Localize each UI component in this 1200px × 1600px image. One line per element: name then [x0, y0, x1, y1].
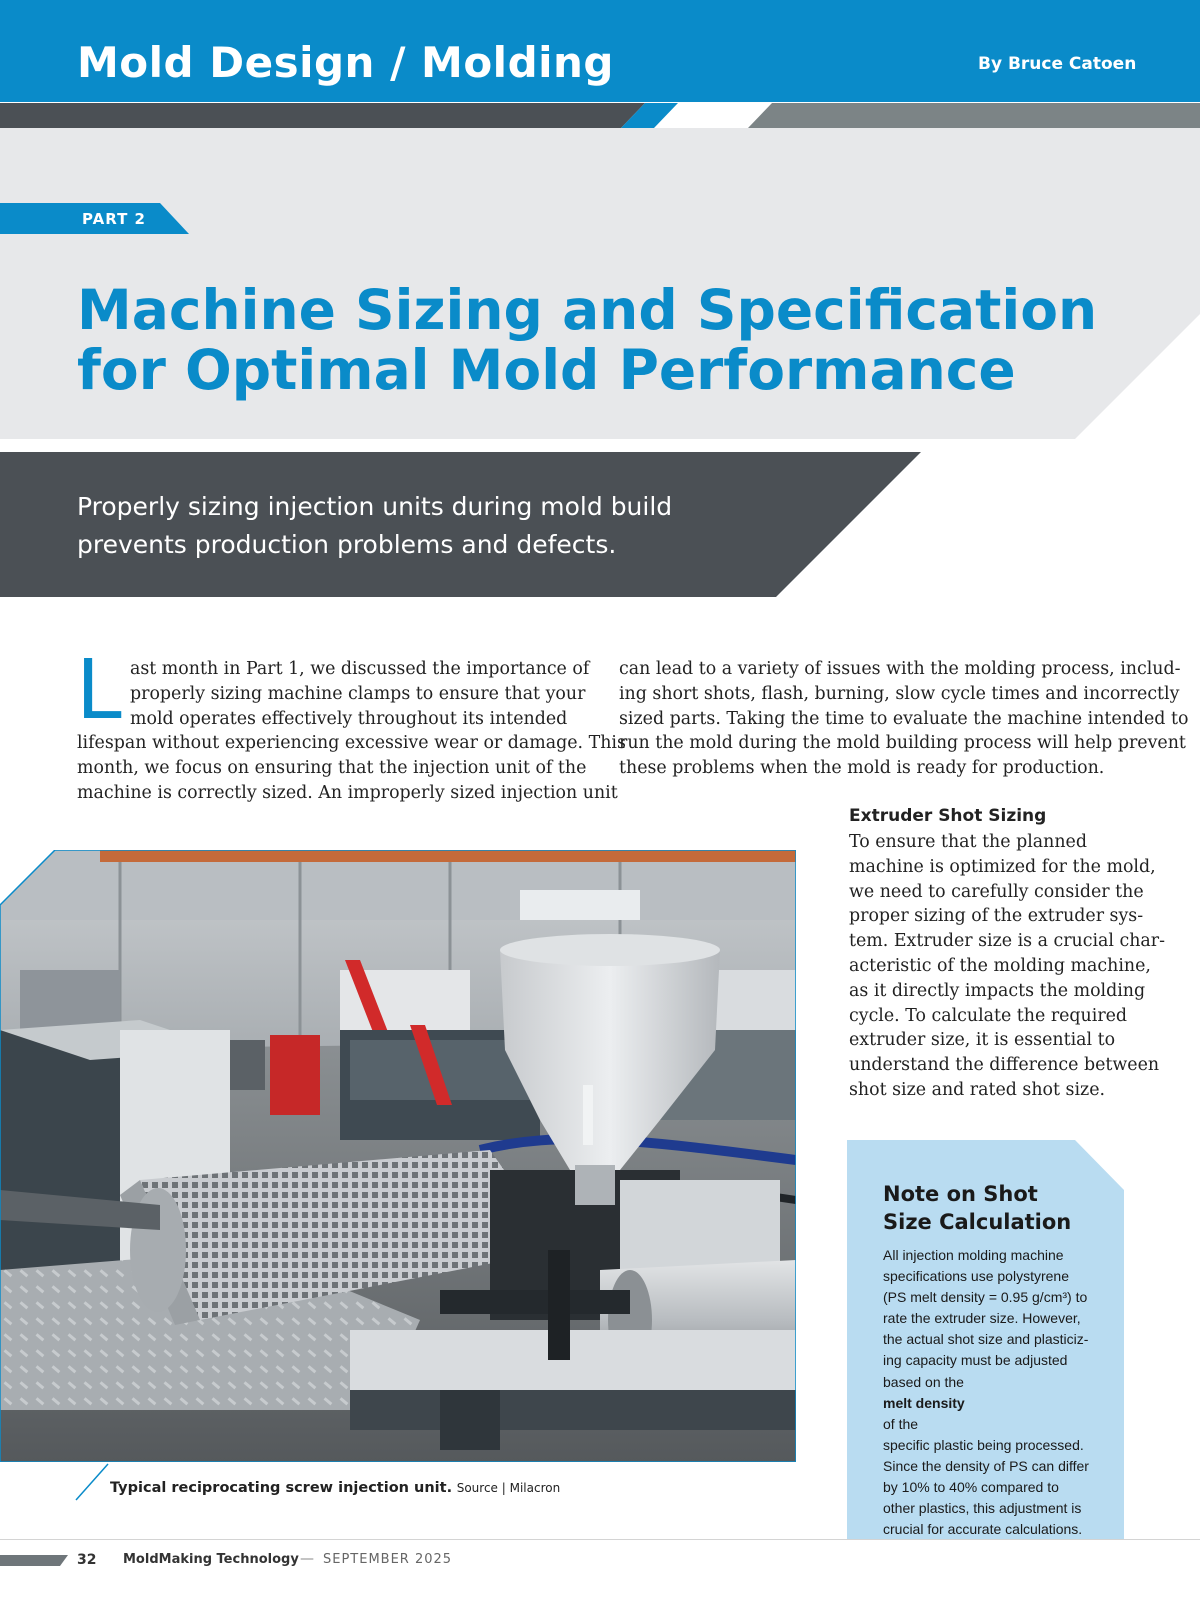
body-line: proper sizing of the extruder sys- — [849, 906, 1144, 927]
footer-separator: — — [300, 1551, 314, 1567]
body-line: machine is optimized for the mold, — [849, 856, 1156, 877]
section-title: Mold Design / Molding — [77, 38, 614, 87]
section-subhead: Extruder Shot Sizing — [849, 806, 1047, 826]
body-line: To ensure that the planned — [849, 832, 1087, 852]
body-line: ing short shots, flash, burning, slow cycle times and incorrectly — [619, 683, 1180, 704]
article-headline — [77, 280, 1117, 400]
body-line: cycle. To calculate the required — [849, 1005, 1128, 1026]
body-line: as it directly impacts the molding — [849, 980, 1146, 1001]
note-line: All injection molding machine — [883, 1247, 1064, 1263]
note-line: Since the density of PS can differ — [883, 1457, 1089, 1474]
body-line: month, we focus on ensuring that the injection unit of the — [77, 758, 587, 779]
note-emphasis: melt density — [883, 1394, 965, 1411]
note-line: other plastics, this adjustment is — [883, 1500, 1082, 1517]
body-line: run the mold during the mold building process will help prevent — [619, 733, 1186, 754]
body-column-1 — [77, 657, 626, 806]
note-line: specific plastic being processed. — [883, 1436, 1084, 1453]
body-line: can lead to a variety of issues with the molding process, includ- — [619, 659, 1181, 679]
injection-unit-photo — [0, 850, 796, 1462]
note-title-line: Size Calculation — [883, 1210, 1072, 1234]
note-title — [883, 1180, 1123, 1236]
body-line: machine is correctly sized. An improperly sized injection unit — [77, 782, 618, 803]
body-line: sized parts. Taking the time to evaluate the machine intended to — [619, 708, 1189, 729]
body-line: tem. Extruder size is a crucial char- — [849, 931, 1165, 952]
body-line: we need to carefully consider the — [849, 881, 1144, 902]
body-line: ast month in Part 1, we discussed the importance of — [130, 659, 590, 679]
footer-rule — [0, 1539, 1200, 1540]
body-line: lifespan without experiencing excessive wear or damage. This — [77, 733, 626, 754]
footer-bar — [0, 1555, 70, 1567]
body-line: extruder size, it is essential to — [849, 1030, 1116, 1051]
body-column-3 — [849, 830, 1165, 1103]
body-line: acteristic of the molding machine, — [849, 955, 1151, 976]
note-text: based on the — [883, 1373, 964, 1390]
page-number: 32 — [77, 1552, 97, 1568]
article-deck — [77, 488, 797, 564]
deck-line: prevents production problems and defects. — [77, 530, 617, 559]
note-body — [883, 1245, 1123, 1540]
body-column-2 — [619, 657, 1189, 781]
note-line: rate the extruder size. However, — [883, 1310, 1081, 1327]
note-line: ing capacity must be adjusted — [883, 1352, 1068, 1369]
body-line: understand the difference between — [849, 1055, 1160, 1076]
photo-caption — [110, 1480, 560, 1496]
author-byline: By Bruce Catoen — [978, 54, 1137, 74]
note-line — [883, 1372, 1123, 1435]
caption-source: Source | Milacron — [456, 1481, 561, 1495]
note-line: the actual shot size and plasticiz- — [883, 1331, 1089, 1348]
body-line: mold operates effectively throughout its intended — [130, 708, 568, 729]
deck-line: Properly sizing injection units during mold build — [77, 492, 673, 521]
headline-line: Machine Sizing and Specification — [77, 278, 1098, 342]
note-line: (PS melt density = 0.95 g/cm³) to — [883, 1289, 1088, 1306]
drop-cap: L — [76, 643, 122, 738]
note-title-line: Note on Shot — [883, 1182, 1038, 1206]
note-line: crucial for accurate calculations. — [883, 1521, 1083, 1538]
header-stripes — [0, 100, 1200, 130]
body-line: these problems when the mold is ready for production. — [619, 758, 1105, 779]
note-line: by 10% to 40% compared to — [883, 1479, 1059, 1496]
body-line: properly sizing machine clamps to ensure that your — [130, 683, 586, 704]
note-line: specifications use polystyrene — [883, 1268, 1069, 1285]
caption-slash — [74, 1462, 110, 1502]
body-line: shot size and rated shot size. — [849, 1079, 1106, 1100]
issue-date: SEPTEMBER 2025 — [323, 1552, 453, 1567]
publication-name: MoldMaking Technology — [123, 1552, 299, 1567]
part-label: PART 2 — [82, 210, 146, 228]
headline-line: for Optimal Mold Performance — [77, 338, 1016, 402]
note-text: of the — [883, 1415, 919, 1432]
caption-text: Typical reciprocating screw injection unit. — [110, 1480, 453, 1496]
